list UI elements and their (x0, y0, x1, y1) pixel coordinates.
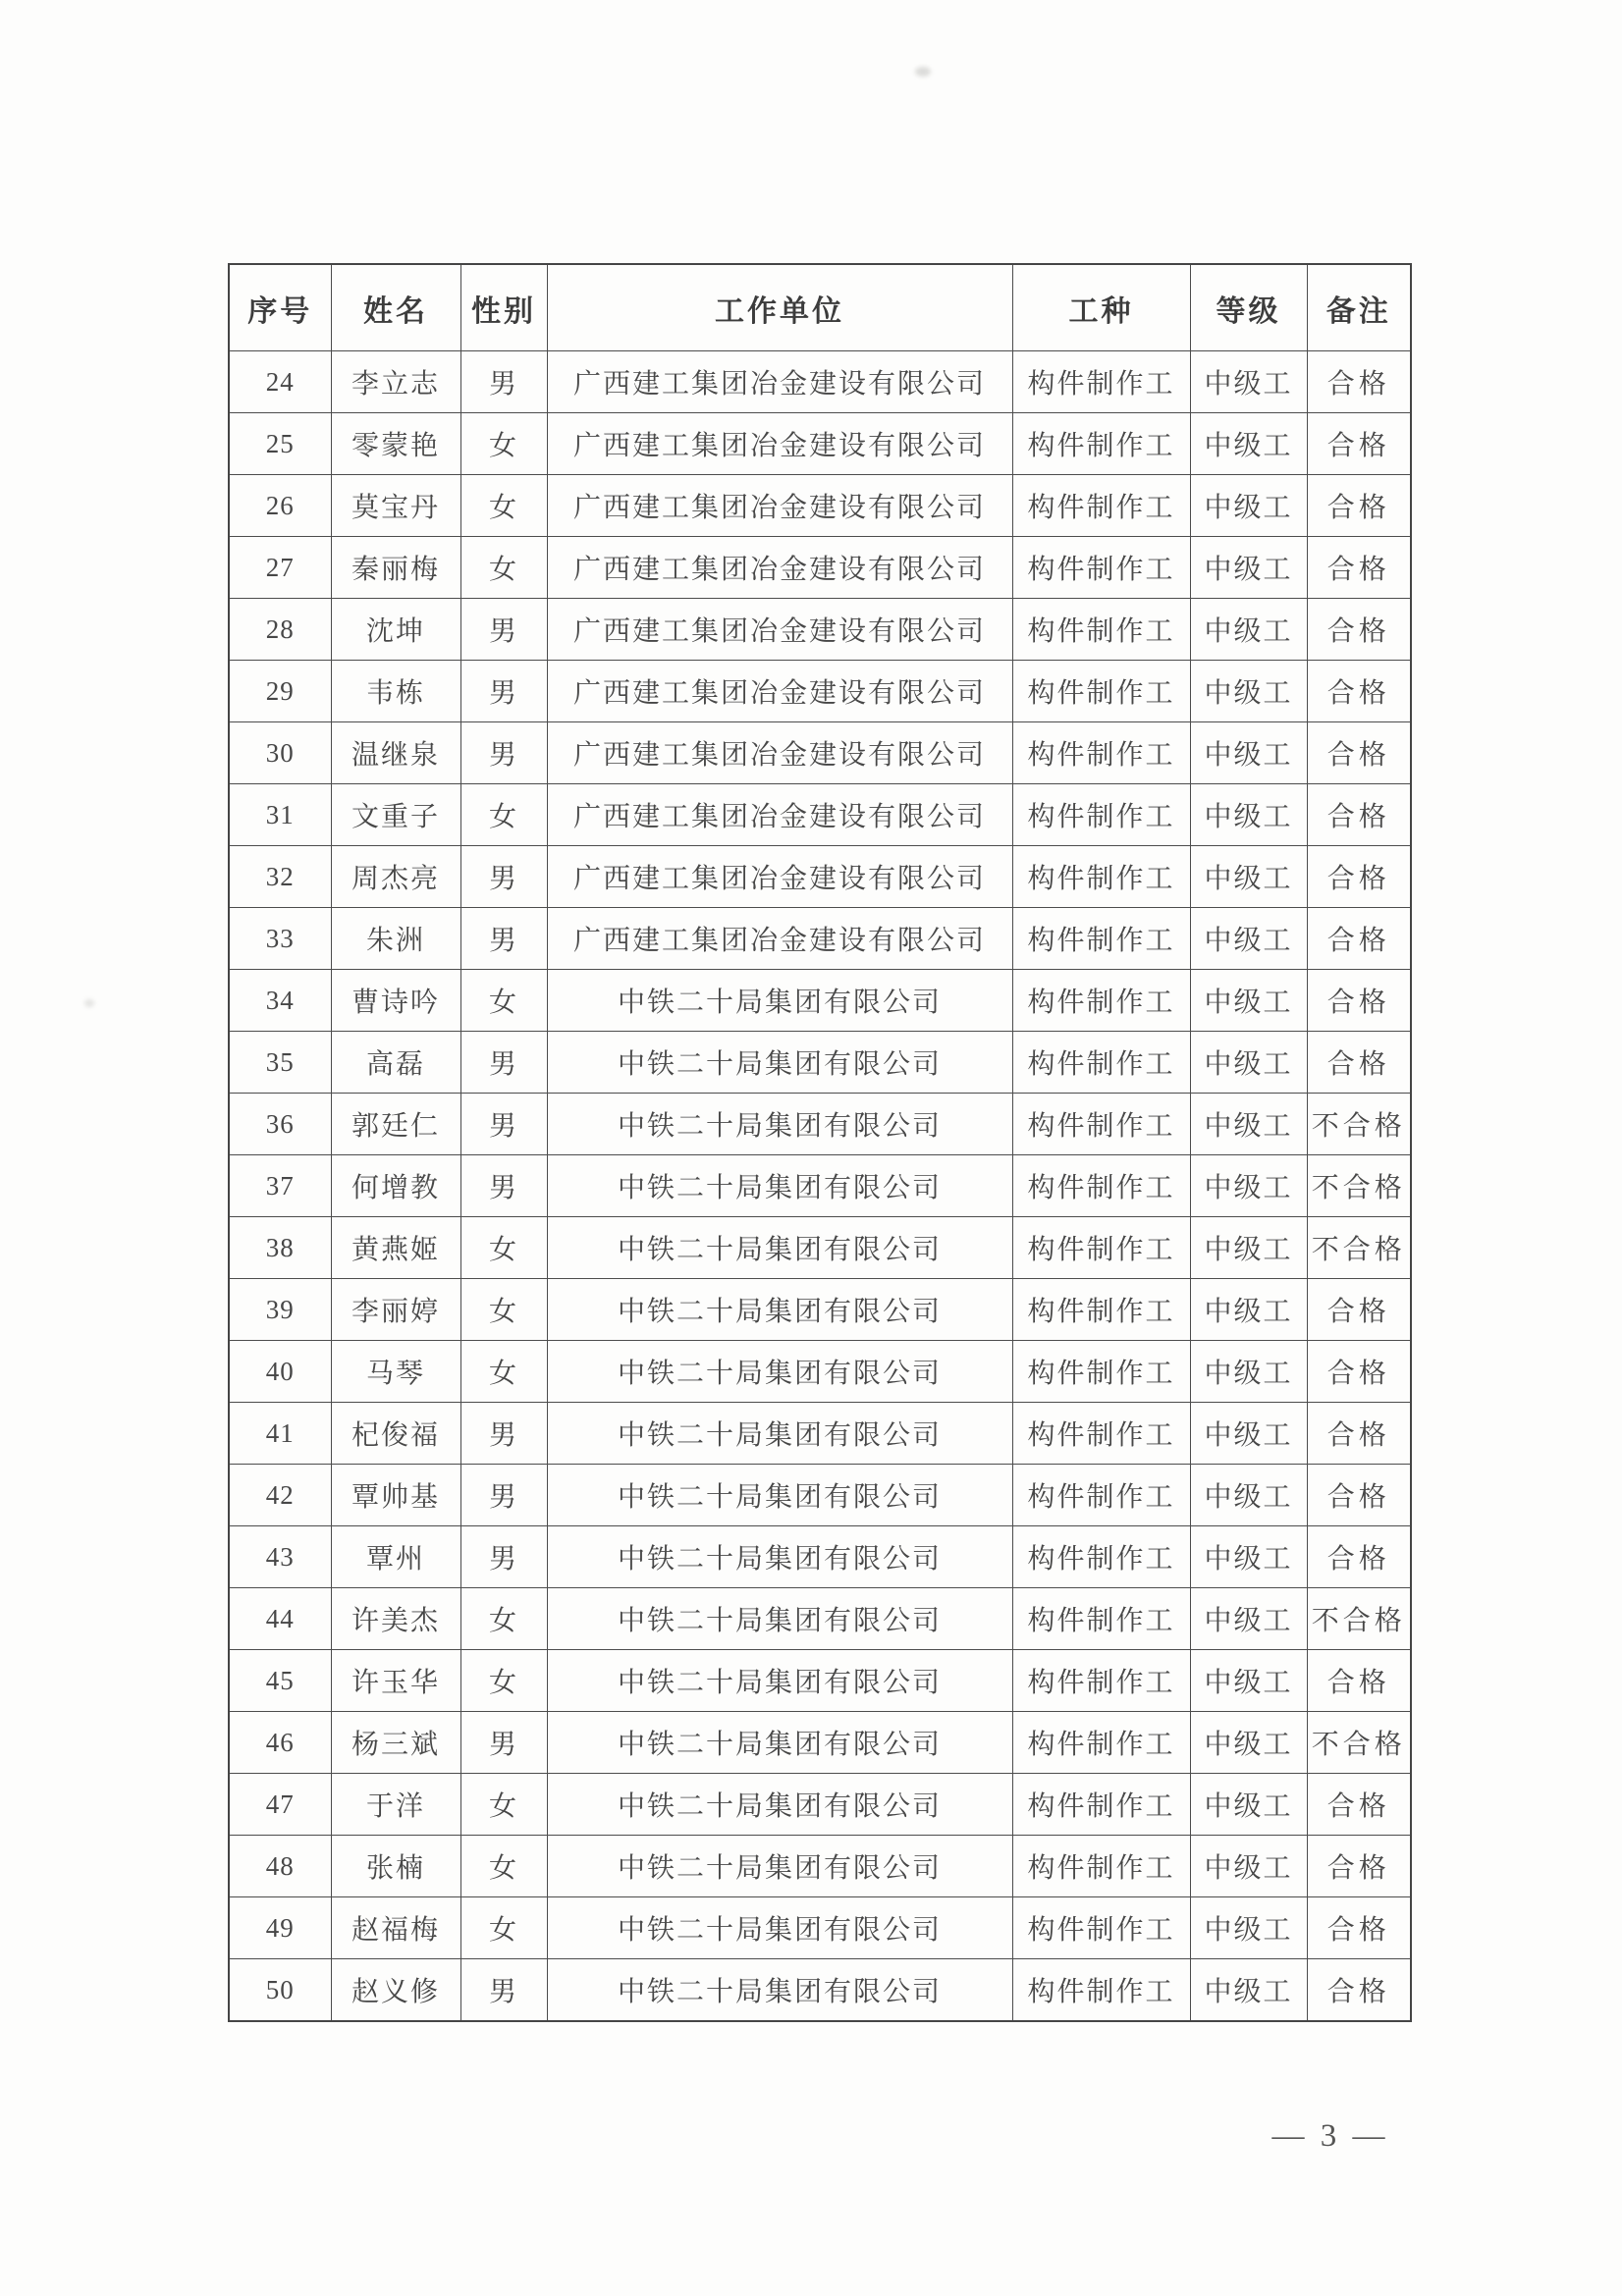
cell-remark: 合格 (1307, 661, 1411, 722)
table-row (229, 1279, 1411, 1341)
cell-unit: 广西建工集团冶金建设有限公司 (547, 846, 1012, 908)
cell-grade: 中级工 (1190, 1774, 1307, 1836)
cell-trade: 构件制作工 (1012, 1032, 1190, 1094)
cell-remark: 合格 (1307, 1650, 1411, 1712)
cell-grade: 中级工 (1190, 661, 1307, 722)
table-row (229, 1094, 1411, 1155)
cell-unit: 中铁二十局集团有限公司 (547, 1959, 1012, 2022)
cell-name: 杞俊福 (331, 1403, 460, 1465)
cell-grade: 中级工 (1190, 1403, 1307, 1465)
table-row (229, 1155, 1411, 1217)
certification-results-table (228, 263, 1412, 2022)
cell-index: 25 (229, 413, 331, 475)
cell-gender: 女 (460, 1836, 547, 1897)
cell-remark: 合格 (1307, 846, 1411, 908)
cell-trade: 构件制作工 (1012, 1650, 1190, 1712)
cell-gender: 女 (460, 475, 547, 537)
cell-name: 许美杰 (331, 1588, 460, 1650)
cell-trade: 构件制作工 (1012, 413, 1190, 475)
cell-gender: 女 (460, 970, 547, 1032)
cell-remark: 合格 (1307, 475, 1411, 537)
cell-remark: 合格 (1307, 784, 1411, 846)
cell-trade: 构件制作工 (1012, 1279, 1190, 1341)
cell-unit: 中铁二十局集团有限公司 (547, 970, 1012, 1032)
cell-gender: 女 (460, 1279, 547, 1341)
table-row (229, 661, 1411, 722)
table-row (229, 351, 1411, 413)
cell-grade: 中级工 (1190, 413, 1307, 475)
cell-index: 45 (229, 1650, 331, 1712)
cell-gender: 女 (460, 1774, 547, 1836)
cell-gender: 女 (460, 537, 547, 599)
table-row (229, 1465, 1411, 1526)
cell-remark: 合格 (1307, 722, 1411, 784)
cell-grade: 中级工 (1190, 1836, 1307, 1897)
table-row (229, 475, 1411, 537)
header-name: 姓名 (331, 264, 460, 351)
cell-remark: 合格 (1307, 1959, 1411, 2022)
cell-index: 24 (229, 351, 331, 413)
cell-name: 赵福梅 (331, 1897, 460, 1959)
cell-index: 43 (229, 1526, 331, 1588)
table-row (229, 599, 1411, 661)
cell-index: 50 (229, 1959, 331, 2022)
cell-unit: 中铁二十局集团有限公司 (547, 1897, 1012, 1959)
cell-name: 曹诗吟 (331, 970, 460, 1032)
table-row (229, 1588, 1411, 1650)
table-row (229, 413, 1411, 475)
cell-unit: 广西建工集团冶金建设有限公司 (547, 413, 1012, 475)
cell-index: 39 (229, 1279, 331, 1341)
cell-remark: 合格 (1307, 1774, 1411, 1836)
cell-gender: 男 (460, 1155, 547, 1217)
cell-grade: 中级工 (1190, 970, 1307, 1032)
cell-trade: 构件制作工 (1012, 908, 1190, 970)
cell-trade: 构件制作工 (1012, 1774, 1190, 1836)
cell-unit: 广西建工集团冶金建设有限公司 (547, 722, 1012, 784)
cell-gender: 男 (460, 351, 547, 413)
cell-grade: 中级工 (1190, 1650, 1307, 1712)
cell-grade: 中级工 (1190, 599, 1307, 661)
cell-name: 高磊 (331, 1032, 460, 1094)
cell-unit: 中铁二十局集团有限公司 (547, 1217, 1012, 1279)
cell-grade: 中级工 (1190, 537, 1307, 599)
cell-gender: 男 (460, 661, 547, 722)
cell-name: 秦丽梅 (331, 537, 460, 599)
cell-trade: 构件制作工 (1012, 599, 1190, 661)
cell-index: 26 (229, 475, 331, 537)
cell-index: 38 (229, 1217, 331, 1279)
cell-index: 46 (229, 1712, 331, 1774)
cell-name: 覃州 (331, 1526, 460, 1588)
table-row (229, 1403, 1411, 1465)
cell-remark: 合格 (1307, 1836, 1411, 1897)
cell-grade: 中级工 (1190, 475, 1307, 537)
cell-index: 40 (229, 1341, 331, 1403)
cell-name: 郭廷仁 (331, 1094, 460, 1155)
cell-index: 42 (229, 1465, 331, 1526)
cell-remark: 合格 (1307, 1465, 1411, 1526)
page-number: — 3 — (1271, 2118, 1389, 2154)
cell-gender: 女 (460, 784, 547, 846)
cell-grade: 中级工 (1190, 1959, 1307, 2022)
table-row (229, 1774, 1411, 1836)
header-trade: 工种 (1012, 264, 1190, 351)
cell-index: 31 (229, 784, 331, 846)
cell-unit: 中铁二十局集团有限公司 (547, 1774, 1012, 1836)
cell-name: 赵义修 (331, 1959, 460, 2022)
cell-gender: 女 (460, 1341, 547, 1403)
cell-unit: 广西建工集团冶金建设有限公司 (547, 908, 1012, 970)
cell-remark: 合格 (1307, 1032, 1411, 1094)
cell-name: 李立志 (331, 351, 460, 413)
cell-gender: 男 (460, 1712, 547, 1774)
cell-name: 何增教 (331, 1155, 460, 1217)
cell-trade: 构件制作工 (1012, 1526, 1190, 1588)
cell-name: 黄燕姬 (331, 1217, 460, 1279)
table-row (229, 1712, 1411, 1774)
cell-grade: 中级工 (1190, 1217, 1307, 1279)
cell-grade: 中级工 (1190, 1712, 1307, 1774)
cell-name: 许玉华 (331, 1650, 460, 1712)
table-row (229, 1650, 1411, 1712)
cell-unit: 中铁二十局集团有限公司 (547, 1155, 1012, 1217)
scan-artifact (915, 67, 931, 77)
cell-gender: 男 (460, 1526, 547, 1588)
cell-trade: 构件制作工 (1012, 846, 1190, 908)
cell-name: 莫宝丹 (331, 475, 460, 537)
cell-name: 沈坤 (331, 599, 460, 661)
cell-trade: 构件制作工 (1012, 1094, 1190, 1155)
cell-unit: 中铁二十局集团有限公司 (547, 1836, 1012, 1897)
cell-unit: 中铁二十局集团有限公司 (547, 1279, 1012, 1341)
cell-name: 温继泉 (331, 722, 460, 784)
cell-trade: 构件制作工 (1012, 1959, 1190, 2022)
cell-unit: 中铁二十局集团有限公司 (547, 1650, 1012, 1712)
cell-grade: 中级工 (1190, 1279, 1307, 1341)
cell-grade: 中级工 (1190, 1341, 1307, 1403)
cell-name: 于洋 (331, 1774, 460, 1836)
table-header-row (229, 264, 1411, 351)
cell-remark: 不合格 (1307, 1712, 1411, 1774)
cell-gender: 女 (460, 413, 547, 475)
table-row (229, 970, 1411, 1032)
cell-trade: 构件制作工 (1012, 1836, 1190, 1897)
cell-index: 49 (229, 1897, 331, 1959)
cell-unit: 中铁二十局集团有限公司 (547, 1341, 1012, 1403)
cell-gender: 女 (460, 1217, 547, 1279)
cell-remark: 合格 (1307, 351, 1411, 413)
cell-trade: 构件制作工 (1012, 475, 1190, 537)
cell-unit: 广西建工集团冶金建设有限公司 (547, 351, 1012, 413)
cell-trade: 构件制作工 (1012, 1588, 1190, 1650)
cell-remark: 合格 (1307, 970, 1411, 1032)
cell-trade: 构件制作工 (1012, 722, 1190, 784)
cell-grade: 中级工 (1190, 1526, 1307, 1588)
cell-name: 张楠 (331, 1836, 460, 1897)
table-row (229, 537, 1411, 599)
cell-remark: 不合格 (1307, 1588, 1411, 1650)
cell-trade: 构件制作工 (1012, 1712, 1190, 1774)
table-row (229, 1836, 1411, 1897)
cell-grade: 中级工 (1190, 846, 1307, 908)
cell-name: 文重子 (331, 784, 460, 846)
table-row (229, 1897, 1411, 1959)
cell-remark: 合格 (1307, 1403, 1411, 1465)
table-row (229, 784, 1411, 846)
cell-index: 34 (229, 970, 331, 1032)
cell-trade: 构件制作工 (1012, 970, 1190, 1032)
cell-remark: 合格 (1307, 537, 1411, 599)
cell-gender: 男 (460, 599, 547, 661)
cell-gender: 男 (460, 1403, 547, 1465)
cell-remark: 合格 (1307, 908, 1411, 970)
cell-remark: 合格 (1307, 1341, 1411, 1403)
cell-index: 32 (229, 846, 331, 908)
cell-unit: 中铁二十局集团有限公司 (547, 1094, 1012, 1155)
cell-remark: 合格 (1307, 413, 1411, 475)
table-row (229, 1959, 1411, 2022)
cell-unit: 中铁二十局集团有限公司 (547, 1032, 1012, 1094)
header-unit: 工作单位 (547, 264, 1012, 351)
cell-grade: 中级工 (1190, 1588, 1307, 1650)
cell-gender: 男 (460, 1032, 547, 1094)
table-row (229, 1341, 1411, 1403)
cell-remark: 合格 (1307, 1279, 1411, 1341)
cell-index: 48 (229, 1836, 331, 1897)
table-row (229, 908, 1411, 970)
cell-unit: 广西建工集团冶金建设有限公司 (547, 599, 1012, 661)
roster-table-container (228, 263, 1410, 2022)
cell-remark: 不合格 (1307, 1217, 1411, 1279)
cell-index: 44 (229, 1588, 331, 1650)
cell-name: 覃帅基 (331, 1465, 460, 1526)
cell-gender: 男 (460, 1465, 547, 1526)
cell-gender: 女 (460, 1588, 547, 1650)
cell-unit: 广西建工集团冶金建设有限公司 (547, 537, 1012, 599)
cell-grade: 中级工 (1190, 722, 1307, 784)
cell-unit: 中铁二十局集团有限公司 (547, 1712, 1012, 1774)
cell-remark: 合格 (1307, 599, 1411, 661)
cell-name: 朱洲 (331, 908, 460, 970)
cell-trade: 构件制作工 (1012, 1341, 1190, 1403)
cell-grade: 中级工 (1190, 1897, 1307, 1959)
header-gender: 性别 (460, 264, 547, 351)
cell-grade: 中级工 (1190, 1094, 1307, 1155)
cell-gender: 女 (460, 1897, 547, 1959)
cell-gender: 男 (460, 1959, 547, 2022)
cell-grade: 中级工 (1190, 1465, 1307, 1526)
cell-trade: 构件制作工 (1012, 661, 1190, 722)
cell-unit: 中铁二十局集团有限公司 (547, 1465, 1012, 1526)
cell-name: 零蒙艳 (331, 413, 460, 475)
cell-index: 36 (229, 1094, 331, 1155)
cell-unit: 广西建工集团冶金建设有限公司 (547, 784, 1012, 846)
cell-grade: 中级工 (1190, 1032, 1307, 1094)
cell-index: 33 (229, 908, 331, 970)
cell-gender: 男 (460, 846, 547, 908)
cell-trade: 构件制作工 (1012, 1403, 1190, 1465)
cell-name: 马琴 (331, 1341, 460, 1403)
cell-name: 李丽婷 (331, 1279, 460, 1341)
scan-artifact (84, 999, 94, 1007)
header-index: 序号 (229, 264, 331, 351)
cell-index: 27 (229, 537, 331, 599)
cell-index: 29 (229, 661, 331, 722)
cell-index: 37 (229, 1155, 331, 1217)
cell-name: 杨三斌 (331, 1712, 460, 1774)
cell-unit: 中铁二十局集团有限公司 (547, 1588, 1012, 1650)
cell-trade: 构件制作工 (1012, 1465, 1190, 1526)
cell-grade: 中级工 (1190, 351, 1307, 413)
cell-trade: 构件制作工 (1012, 351, 1190, 413)
cell-index: 41 (229, 1403, 331, 1465)
cell-grade: 中级工 (1190, 1155, 1307, 1217)
cell-remark: 不合格 (1307, 1155, 1411, 1217)
cell-trade: 构件制作工 (1012, 537, 1190, 599)
header-remark: 备注 (1307, 264, 1411, 351)
cell-unit: 中铁二十局集团有限公司 (547, 1403, 1012, 1465)
cell-remark: 不合格 (1307, 1094, 1411, 1155)
table-row (229, 1217, 1411, 1279)
cell-unit: 广西建工集团冶金建设有限公司 (547, 475, 1012, 537)
cell-index: 35 (229, 1032, 331, 1094)
table-body (229, 351, 1411, 2022)
cell-trade: 构件制作工 (1012, 1217, 1190, 1279)
cell-grade: 中级工 (1190, 908, 1307, 970)
header-grade: 等级 (1190, 264, 1307, 351)
cell-unit: 广西建工集团冶金建设有限公司 (547, 661, 1012, 722)
cell-index: 30 (229, 722, 331, 784)
cell-grade: 中级工 (1190, 784, 1307, 846)
cell-trade: 构件制作工 (1012, 1155, 1190, 1217)
cell-index: 47 (229, 1774, 331, 1836)
cell-remark: 合格 (1307, 1897, 1411, 1959)
table-row (229, 722, 1411, 784)
cell-remark: 合格 (1307, 1526, 1411, 1588)
cell-name: 韦栋 (331, 661, 460, 722)
cell-index: 28 (229, 599, 331, 661)
cell-trade: 构件制作工 (1012, 1897, 1190, 1959)
table-row (229, 1032, 1411, 1094)
cell-name: 周杰亮 (331, 846, 460, 908)
cell-gender: 女 (460, 1650, 547, 1712)
cell-gender: 男 (460, 722, 547, 784)
cell-trade: 构件制作工 (1012, 784, 1190, 846)
cell-gender: 男 (460, 908, 547, 970)
cell-gender: 男 (460, 1094, 547, 1155)
table-row (229, 1526, 1411, 1588)
table-row (229, 846, 1411, 908)
cell-unit: 中铁二十局集团有限公司 (547, 1526, 1012, 1588)
